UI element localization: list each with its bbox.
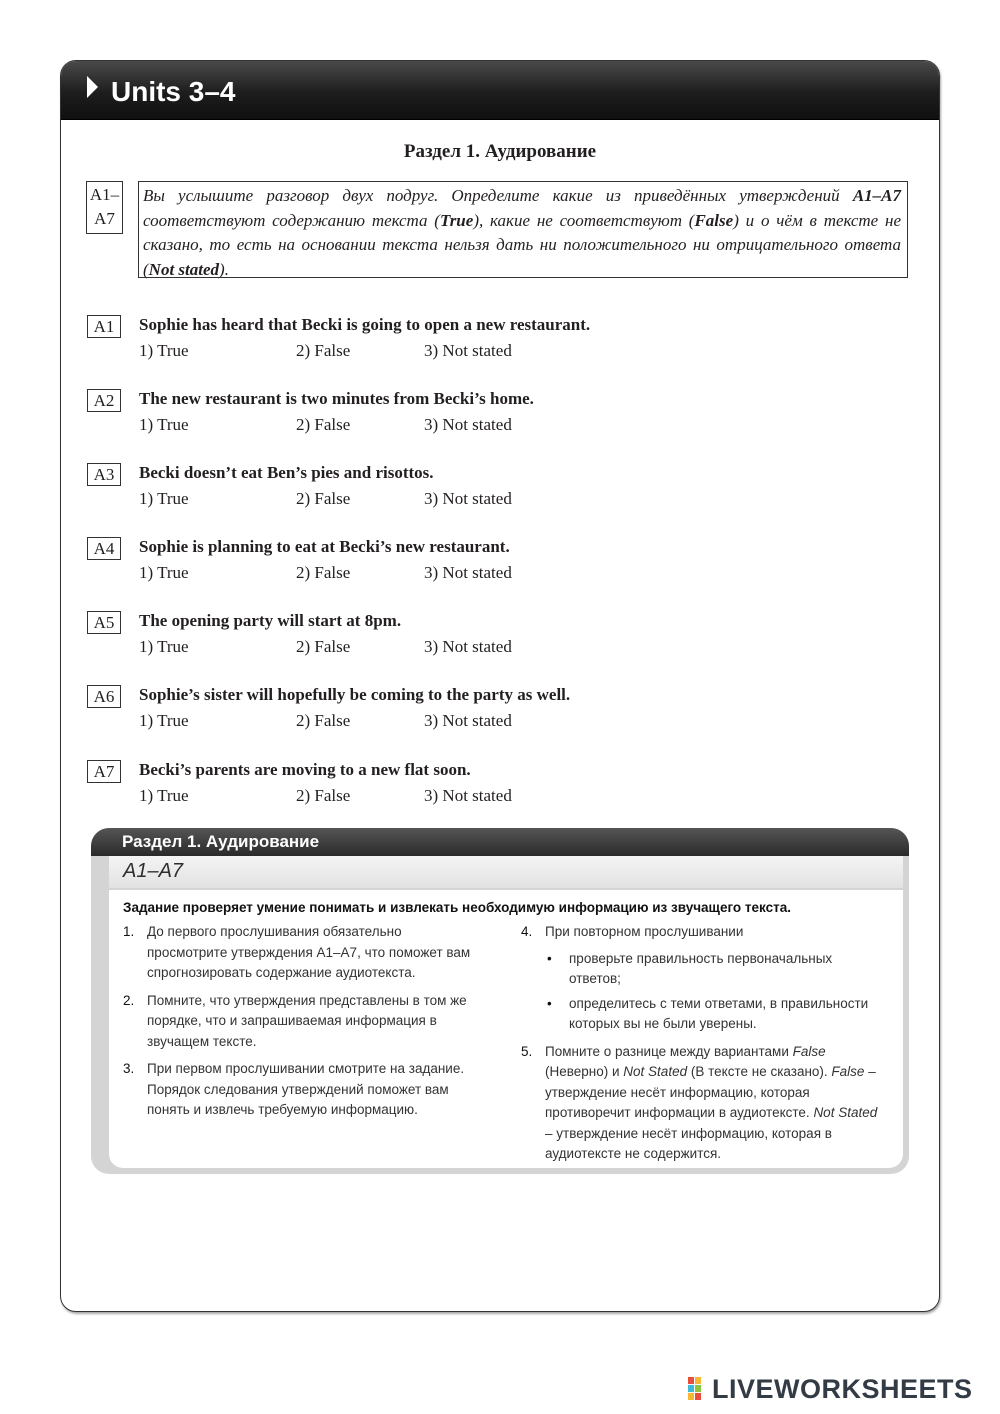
question-code: A1 <box>87 315 121 338</box>
tip-bullet <box>545 994 881 1035</box>
instruction-code-line2: A7 <box>94 209 115 228</box>
instr-bold-false: False <box>694 210 734 230</box>
tip-item <box>521 922 881 1035</box>
bullet-icon: • <box>547 950 552 966</box>
option-false[interactable]: 2) False <box>296 341 351 360</box>
option-true[interactable]: 1) True <box>139 786 189 805</box>
option-not-stated[interactable]: 3) Not stated <box>424 711 512 730</box>
tip-italic: Not Stated <box>623 1064 688 1079</box>
question-code: A6 <box>87 685 121 708</box>
instr-bold-range: A1–A7 <box>852 186 901 205</box>
question-a2 <box>61 387 939 447</box>
tips-subheader: A1–A7 <box>123 860 184 882</box>
tip-number: 3. <box>123 1061 135 1076</box>
instruction-text <box>138 181 908 278</box>
question-a3 <box>61 461 939 521</box>
question-a7 <box>61 758 939 818</box>
tip-item <box>123 1059 483 1121</box>
question-a1 <box>61 313 939 373</box>
tip-text: Помните, что утверждения представлены в том же порядке, что и запрашиваемая информация в звучащем тексте. <box>147 992 467 1049</box>
option-true[interactable]: 1) True <box>139 415 189 434</box>
section-title: Раздел 1. Аудирование <box>403 141 597 162</box>
tip-text: – утверждение несёт информацию, которая в аудиотексте не содержится. <box>545 1125 832 1161</box>
bullet-icon: • <box>547 995 552 1011</box>
tips-subheader-bar <box>109 856 903 888</box>
instr-bold-true: True <box>439 210 474 230</box>
option-true[interactable]: 1) True <box>139 341 189 360</box>
question-code: A2 <box>87 389 121 412</box>
liveworksheets-brand <box>688 1374 988 1404</box>
tip-number: 1. <box>123 924 135 939</box>
tips-header-bar <box>91 828 909 856</box>
unit-header-bar <box>61 61 939 120</box>
tip-number: 2. <box>123 992 135 1008</box>
tips-body <box>109 890 903 1168</box>
tip-text: (Неверно) и <box>545 1064 624 1079</box>
tip-text: Помните о разнице между вариантами <box>545 1043 793 1059</box>
instr-part: соответствуют содержанию текста ( <box>143 210 440 230</box>
unit-title: Units 3–4 <box>111 76 236 107</box>
option-true[interactable]: 1) True <box>139 489 189 508</box>
instr-part: ) и о чём в тексте не сказано, то есть на основании текста нельзя дать ни положительного ни отрицательного ответа ( <box>143 210 901 279</box>
question-stem: Sophie is planning to eat at Becki’s new restaurant. <box>139 537 510 556</box>
tip-text: При первом прослушивании смотрите на задание. Порядок следования утверждений поможет вам понять и извлечь требуемую информацию. <box>147 1061 465 1117</box>
option-false[interactable]: 2) False <box>296 563 351 582</box>
option-true[interactable]: 1) True <box>139 711 189 730</box>
liveworksheets-logo-icon <box>688 1377 710 1401</box>
option-false[interactable]: 2) False <box>296 711 351 730</box>
question-a4 <box>61 535 939 595</box>
option-not-stated[interactable]: 3) Not stated <box>424 563 512 582</box>
instr-part: ). <box>219 259 229 279</box>
tip-item <box>123 922 483 984</box>
tips-header: Раздел 1. Аудирование <box>122 832 320 851</box>
tip-number: 4. <box>521 924 533 939</box>
option-true[interactable]: 1) True <box>139 563 189 582</box>
option-not-stated[interactable]: 3) Not stated <box>424 489 512 508</box>
tip-text: При повторном прослушивании <box>545 924 744 939</box>
tip-text: – утверждение несёт информацию, которая противоречит информации в аудиотексте. <box>545 1064 876 1120</box>
tips-column-right <box>521 922 881 1172</box>
question-stem: Sophie has heard that Becki is going to open a new restaurant. <box>139 315 591 334</box>
option-not-stated[interactable]: 3) Not stated <box>424 341 512 360</box>
question-stem: Becki doesn’t eat Ben’s pies and risottos. <box>139 463 434 482</box>
instr-part: Вы услышите разговор двух подруг. Определите какие из приведённых утверждений <box>143 186 853 205</box>
option-true[interactable]: 1) True <box>139 637 189 656</box>
tip-italic: Not Stated <box>813 1105 878 1120</box>
instruction-code-box <box>86 181 123 234</box>
option-false[interactable]: 2) False <box>296 786 351 805</box>
instr-part: ), какие не соответствуют ( <box>473 210 695 230</box>
bullet-text: определитесь с теми ответами, в правильности которых вы не были уверены. <box>569 995 869 1031</box>
question-stem: Sophie’s sister will hopefully be coming to the party as well. <box>139 685 571 704</box>
tips-panel <box>91 828 909 1174</box>
question-stem: The new restaurant is two minutes from Becki’s home. <box>139 389 534 408</box>
tip-text: (В тексте не сказано). <box>687 1064 832 1079</box>
instruction-code-line1: A1– <box>89 185 120 204</box>
tip-item <box>123 991 483 1053</box>
option-false[interactable]: 2) False <box>296 637 351 656</box>
option-not-stated[interactable]: 3) Not stated <box>424 415 512 434</box>
play-triangle-icon <box>87 76 98 98</box>
tip-bullet <box>545 949 881 990</box>
tip-item <box>521 1042 881 1165</box>
question-a5 <box>61 609 939 669</box>
question-code: A4 <box>87 537 121 560</box>
question-stem: The opening party will start at 8pm. <box>139 611 402 630</box>
tip-italic: False <box>792 1043 826 1059</box>
question-code: A3 <box>87 463 121 486</box>
option-false[interactable]: 2) False <box>296 415 351 434</box>
tip-text: До первого прослушивания обязательно просмотрите утверждения A1–A7, что поможет вам спрогнозировать содержание аудиотекста. <box>147 924 471 980</box>
option-not-stated[interactable]: 3) Not stated <box>424 637 512 656</box>
worksheet-page <box>60 60 940 1312</box>
question-stem: Becki’s parents are moving to a new flat soon. <box>139 760 471 779</box>
tip-italic: False <box>831 1064 865 1079</box>
question-code: A7 <box>87 760 121 783</box>
tip-number: 5. <box>521 1043 533 1059</box>
brand-name: LIVEWORKSHEETS <box>712 1374 973 1404</box>
option-false[interactable]: 2) False <box>296 489 351 508</box>
question-code: A5 <box>87 611 121 634</box>
bullet-text: проверьте правильность первоначальных ответов; <box>569 950 833 986</box>
tips-column-left <box>123 922 483 1128</box>
option-not-stated[interactable]: 3) Not stated <box>424 786 512 805</box>
instr-bold-not-stated: Not stated <box>148 259 220 279</box>
tips-lead: Задание проверяет умение понимать и извлекать необходимую информацию из звучащего текста. <box>123 900 791 915</box>
question-a6 <box>61 683 939 743</box>
